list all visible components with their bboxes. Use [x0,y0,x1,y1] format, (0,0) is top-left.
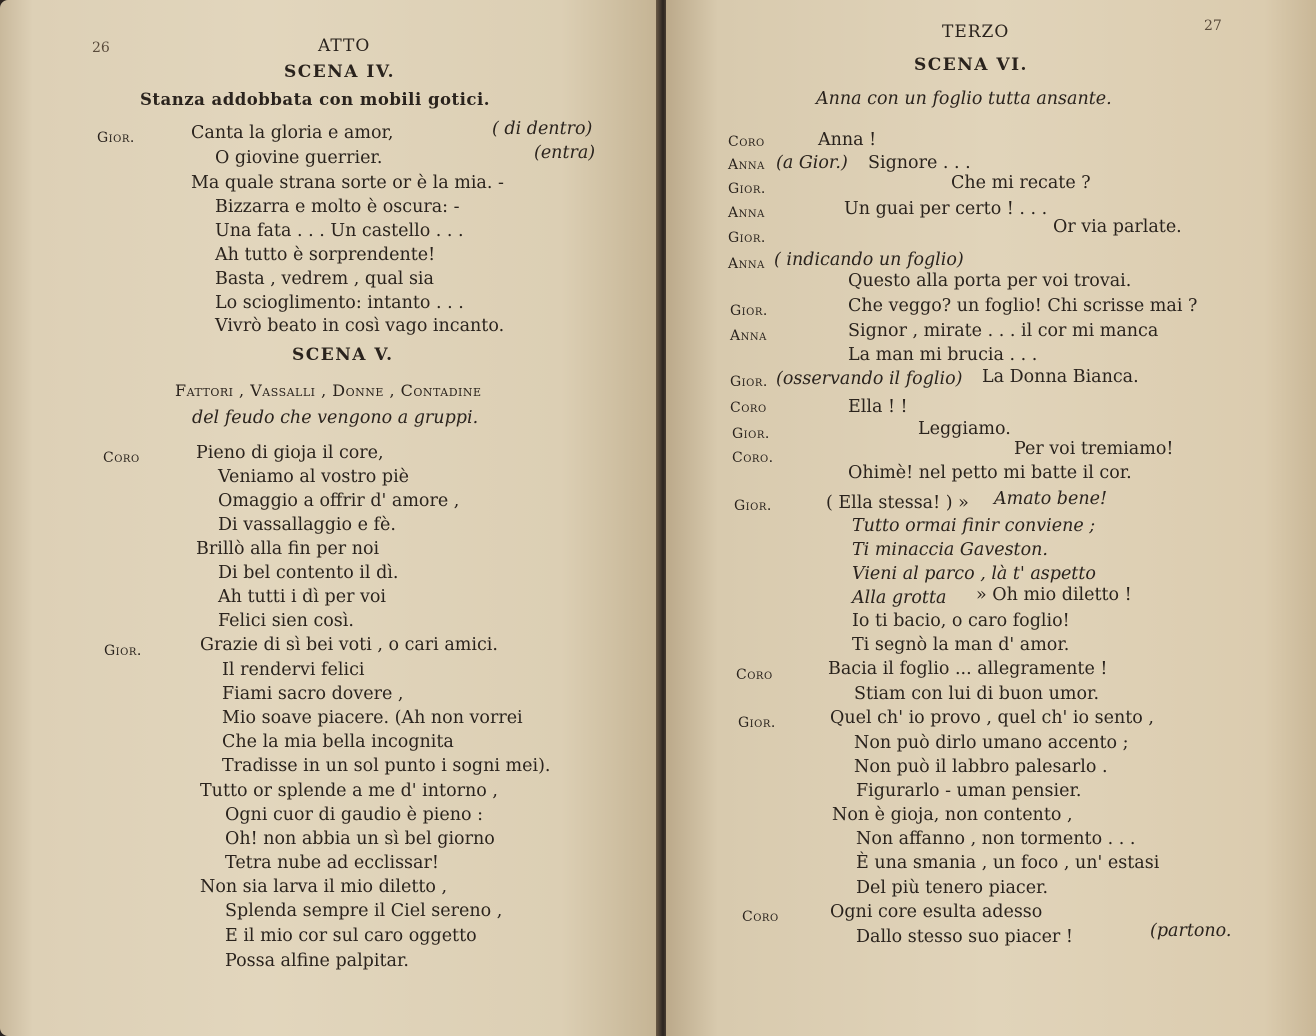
stage-direction: ( di dentro) [492,119,593,139]
verse-line: Ti segnò la man d' amor. [852,635,1070,655]
cast-note: del feudo che vengono a gruppi. [192,408,479,428]
verse-line: La man mi brucia . . . [848,345,1038,365]
verse-line: Che mi recate ? [951,173,1091,193]
verse-line: Splenda sempre il Ciel sereno , [225,901,503,921]
verse-line: Grazie di sì bei voti , o cari amici. [200,635,498,655]
verse-line: Ah tutti i dì per voi [218,587,387,607]
verse-line: Bizzarra e molto è oscura: - [215,197,460,217]
speaker-label: Anna [728,256,765,272]
stage-direction: (osservando il foglio) [776,369,963,389]
speaker-label: Coro. [732,450,774,466]
verse-line: Anna ! [818,130,877,150]
speaker-label: Gior. [734,498,772,514]
verse-line: Per voi tremiamo! [1014,439,1174,459]
verse-line: Non è gioja, non contento , [832,805,1073,825]
verse-line: Mio soave piacere. (Ah non vorrei [222,708,523,728]
verse-line: Ella ! ! [848,397,908,417]
verse-line: Quel ch' io provo , quel ch' io sento , [830,708,1154,728]
scene-setting: Stanza addobbata con mobili gotici. [140,90,490,109]
speaker-label: Gior. [728,230,766,246]
speaker-label: Gior. [728,181,766,197]
verse-line: Veniamo al vostro piè [218,467,410,487]
verse-line: Stiam con lui di buon umor. [854,684,1100,704]
verse-line: Dallo stesso suo piacer ! [856,927,1073,947]
running-head: TERZO [942,22,1010,42]
cast-list: Fattori , Vassalli , Donne , Contadine [175,381,482,400]
verse-line: Leggiamo. [918,419,1011,439]
verse-line: Pieno di gioja il core, [196,443,384,463]
speaker-label: Anna [730,328,767,344]
verse-line: Signor , mirate . . . il cor mi manca [848,321,1159,341]
speaker-label: Gior. [97,130,135,146]
scene-setting: Anna con un foglio tutta ansante. [816,89,1112,109]
running-head: ATTO [318,36,371,56]
verse-line: Ogni core esulta adesso [830,902,1043,922]
verse-line: Ah tutto è sorprendente! [215,245,436,265]
verse-line: Che veggo? un foglio! Chi scrisse mai ? [848,296,1198,316]
stage-direction: ( indicando un foglio) [774,250,964,270]
verse-line: Una fata . . . Un castello . . . [215,221,464,241]
speaker-label: Coro [730,400,767,416]
verse-line: La Donna Bianca. [982,367,1139,387]
stage-direction: (partono. [1150,921,1232,941]
verse-line: Oh! non abbia un sì bel giorno [225,829,495,849]
speaker-label: Anna [728,157,765,173]
verse-line: Basta , vedrem , qual sia [215,269,434,289]
verse-line: Tutto or splende a me d' intorno , [200,781,498,801]
speaker-label: Gior. [730,374,768,390]
speaker-label: Gior. [104,643,142,659]
speaker-label: Coro [728,134,765,150]
verse-line: Ma quale strana sorte or è la mia. - [191,173,504,193]
speaker-label: Anna [728,205,765,221]
verse-line: Vivrò beato in così vago incanto. [215,316,505,336]
scene-title: SCENA VI. [914,55,1028,75]
verse-line: E il mio cor sul caro oggetto [225,926,477,946]
verse-line: » Oh mio diletto ! [976,585,1132,605]
verse-line: Or via parlate. [1053,217,1182,237]
right-page [666,0,1316,1036]
verse-line: O giovine guerrier. [215,148,383,168]
verse-line: Di bel contento il dì. [218,563,399,583]
verse-line: Un guai per certo ! . . . [844,199,1048,219]
page-number: 27 [1204,18,1222,34]
verse-line: Di vassallaggio e fè. [218,515,396,535]
verse-line: Ogni cuor di gaudio è pieno : [225,805,484,825]
verse-line: Che la mia bella incognita [222,732,454,752]
verse-line: Brillò alla fin per noi [196,539,380,559]
speaker-label: Coro [742,909,779,925]
speaker-label: Gior. [732,426,770,442]
verse-line: Tetra nube ad ecclissar! [225,853,439,873]
verse-line: Io ti bacio, o caro foglio! [852,611,1070,631]
verse-line: Bacia il foglio ... allegramente ! [828,659,1108,679]
verse-line: Figurarlo - uman pensier. [856,781,1082,801]
verse-line-italic: Alla grotta [852,588,947,608]
verse-line: Signore . . . [868,153,971,173]
stage-direction: (a Gior.) [776,153,848,173]
verse-line: Possa alfine palpitar. [225,951,409,971]
verse-line-italic: Tutto ormai finir conviene ; [852,516,1096,536]
verse-line: Questo alla porta per voi trovai. [848,271,1132,291]
scene-title: SCENA IV. [284,62,396,82]
verse-line: È una smania , un foco , un' estasi [856,853,1160,873]
verse-line: Omaggio a offrir d' amore , [218,491,460,511]
verse-line-italic: Ti minaccia Gaveston. [852,540,1048,560]
verse-line-italic: Amato bene! [994,489,1108,509]
verse-line: Il rendervi felici [222,660,365,680]
verse-line: Tradisse in un sol punto i sogni mei). [222,756,551,776]
verse-line: Non può dirlo umano accento ; [854,733,1129,753]
verse-line: Ohimè! nel petto mi batte il cor. [848,463,1132,483]
verse-line: Fiami sacro dovere , [222,684,404,704]
speaker-label: Coro [103,450,140,466]
verse-line: Canta la gloria e amor, [191,123,394,143]
speaker-label: Coro [736,667,773,683]
speaker-label: Gior. [730,303,768,319]
verse-line: Felici sien così. [218,611,354,631]
verse-line: Lo scioglimento: intanto . . . [215,293,464,313]
speaker-label: Gior. [738,715,776,731]
scene-title: SCENA V. [292,345,394,365]
verse-line-italic: Vieni al parco , là t' aspetto [852,564,1096,584]
stage-direction: (entra) [534,143,596,163]
verse-line: Del più tenero piacer. [856,878,1049,898]
verse-line: Non sia larva il mio diletto , [200,877,448,897]
verse-line: Non può il labbro palesarlo . [854,757,1108,777]
verse-line: ( Ella stessa! ) » [826,493,969,513]
verse-line: Non affanno , non tormento . . . [856,829,1136,849]
page-number: 26 [92,40,110,56]
